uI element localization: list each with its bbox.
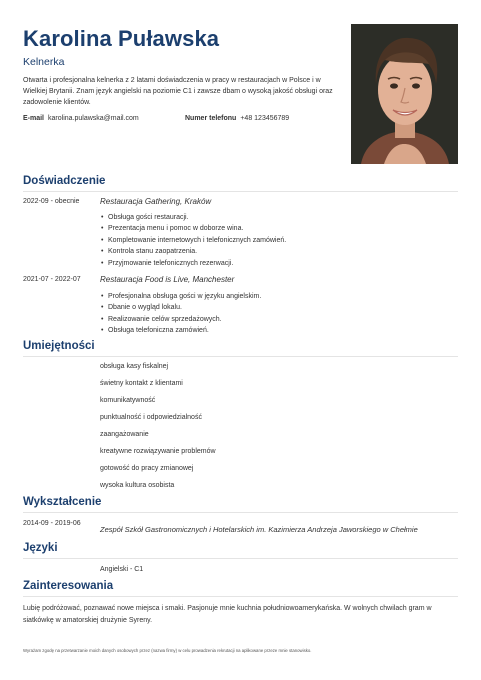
job-role: Kelnerka <box>23 56 65 68</box>
list-item: • Kompletowanie internetowych i telefonicznych zamówień. <box>108 235 286 246</box>
skill-item: kreatywne rozwiązywanie problemów <box>100 448 216 455</box>
list-item: • Obsługa telefoniczna zamówień. <box>108 325 261 336</box>
email-contact <box>23 115 139 122</box>
job-2-dates: 2021-07 - 2022-07 <box>23 276 81 283</box>
list-item: • Dbanie o wygląd lokalu. <box>108 302 261 313</box>
list-item: • Realizowanie celów sprzedażowych. <box>108 314 261 325</box>
list-item: • Przyjmowanie telefonicznych rezerwacji. <box>108 258 286 269</box>
candidate-name: Karolina Puławska <box>23 26 220 51</box>
list-item: • Prezentacja menu i pomoc w doborze wina. <box>108 223 286 234</box>
skill-item: zaangażowanie <box>100 431 149 438</box>
profile-photo <box>351 24 458 164</box>
interests-heading: Zainteresowania <box>23 580 114 592</box>
experience-divider <box>23 191 458 192</box>
consent-clause: Wyrażam zgodę na przetwarzanie moich danych osobowych przez (nazwa firmy) w celu prowadzenia rekrutacji na aplikowane przeze mnie stanowisko. <box>23 648 312 653</box>
job-2-duties <box>108 291 261 337</box>
languages-divider <box>23 558 458 559</box>
education-dates: 2014-09 - 2019-06 <box>23 520 81 527</box>
education-heading: Wykształcenie <box>23 496 102 508</box>
portrait-illustration <box>351 24 458 164</box>
experience-heading: Doświadczenie <box>23 175 106 187</box>
skills-divider <box>23 356 458 357</box>
phone-value[interactable]: +48 123456789 <box>240 115 290 122</box>
list-item: • Profesjonalna obsługa gości w języku angielskim. <box>108 291 261 302</box>
job-1-title: Restauracja Gathering, Kraków <box>100 197 212 206</box>
email-value[interactable]: karolina.pulawska@mail.com <box>48 115 139 122</box>
list-item: • Obsługa gości restauracji. <box>108 212 286 223</box>
skill-item: wysoka kultura osobista <box>100 482 175 489</box>
email-label: E-mail <box>23 115 45 122</box>
job-2-title: Restauracja Food is Live, Manchester <box>100 275 235 284</box>
languages-heading: Języki <box>23 542 58 554</box>
education-divider <box>23 512 458 513</box>
skill-item: punktualność i odpowiedzialność <box>100 414 202 421</box>
skill-item: świetny kontakt z klientami <box>100 380 183 387</box>
skills-heading: Umiejętności <box>23 340 95 352</box>
job-1-dates: 2022-09 - obecnie <box>23 198 80 205</box>
interests-text: Lubię podróżować, poznawać nowe miejsca i smaki. Pasjonuje mnie kuchnia południowoamerykańska. W wolnych chwilach gram w siatkówkę w amatorskiej drużynie Syreny. <box>23 605 432 624</box>
skill-item: obsługa kasy fiskalnej <box>100 363 169 370</box>
phone-contact <box>185 115 289 122</box>
skill-item: komunikatywność <box>100 397 156 404</box>
language-item: Angielski - C1 <box>100 566 144 573</box>
skill-item: gotowość do pracy zmianowej <box>100 465 194 472</box>
profile-summary: Otwarta i profesjonalna kelnerka z 2 latami doświadczenia w pracy w restauracjach w Polsce i w Wielkiej Brytanii. Znam język angielski na poziomie C1 i zawsze dbam o wysoką jakość obsługi oraz zadowolenie klientów. <box>23 77 333 106</box>
phone-label: Numer telefonu <box>185 115 237 122</box>
list-item: • Kontrola stanu zaopatrzenia. <box>108 246 286 257</box>
interests-divider <box>23 596 458 597</box>
job-1-duties <box>108 212 286 269</box>
education-school: Zespół Szkół Gastronomicznych i Hotelarskich im. Kazimierza Andrzeja Jaworskiego w Chełmie <box>100 525 418 534</box>
